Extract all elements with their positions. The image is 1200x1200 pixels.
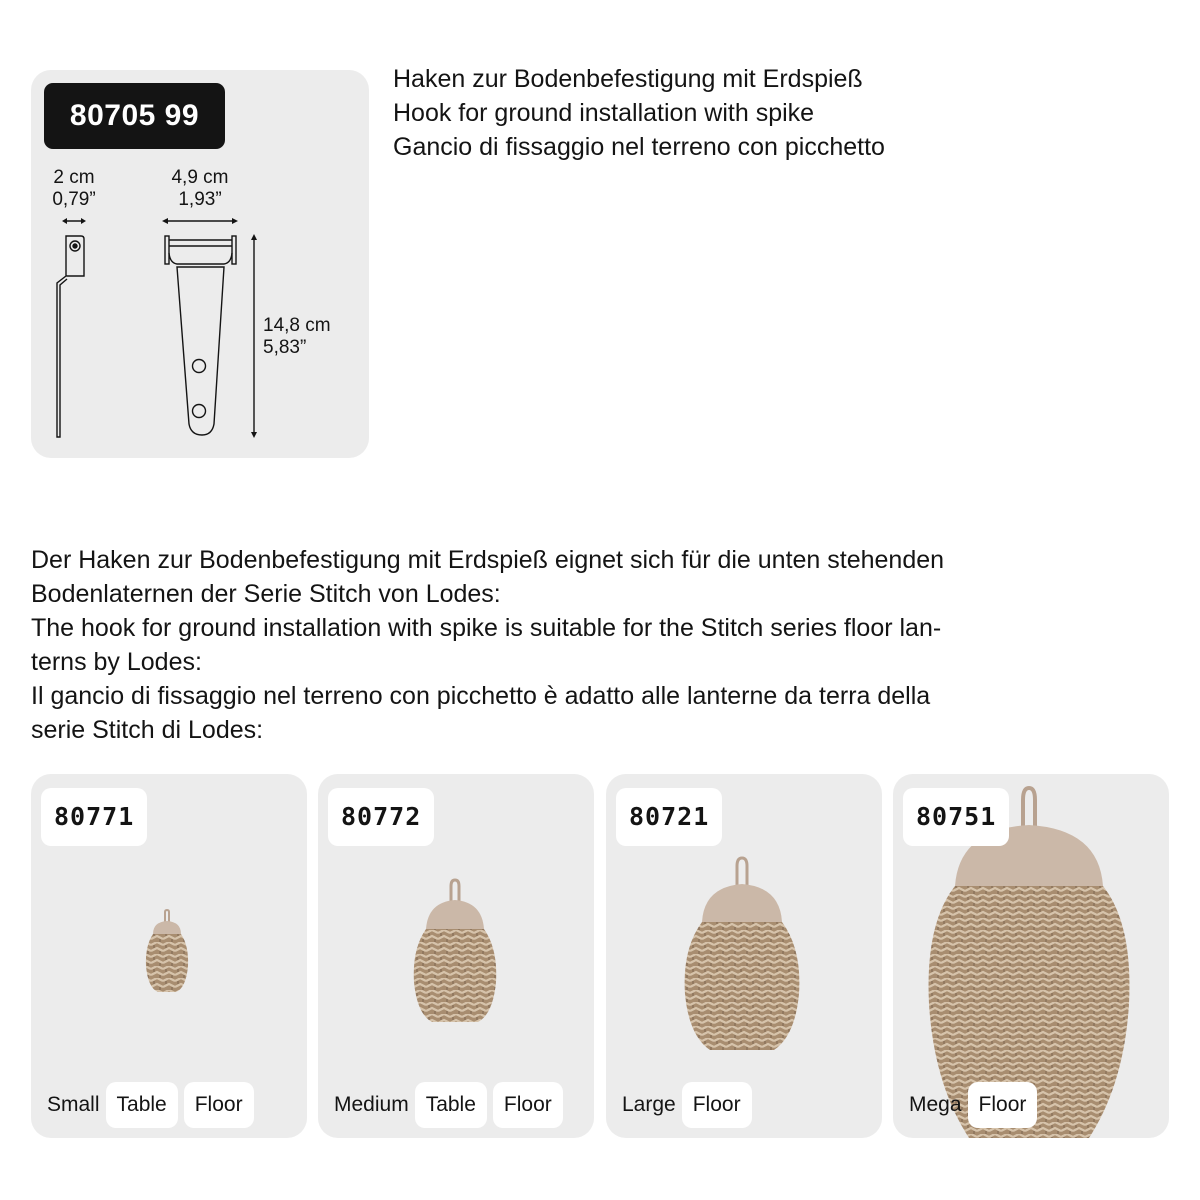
product-code: 80771 <box>41 788 147 846</box>
type-chip-floor[interactable]: Floor <box>184 1082 254 1128</box>
hook-side-view <box>57 236 84 437</box>
width-cm: 4,9 cm <box>171 167 229 188</box>
height-arrow <box>251 234 257 438</box>
width-arrow <box>162 218 238 224</box>
hook-front-view <box>165 236 236 435</box>
product-title <box>393 62 885 164</box>
thickness-cm: 2 cm <box>53 167 95 188</box>
description-line: Bodenlaternen der Serie Stitch von Lodes: <box>31 580 501 608</box>
product-card-small[interactable] <box>31 774 307 1138</box>
thickness-arrow <box>62 218 86 224</box>
size-options <box>909 1082 1043 1128</box>
width-inch: 1,93” <box>178 189 222 210</box>
product-card-large[interactable] <box>606 774 882 1138</box>
height-cm: 14,8 cm <box>263 315 331 336</box>
product-code: 80721 <box>616 788 722 846</box>
title-italian: Gancio di fissaggio nel terreno con picchetto <box>393 133 885 161</box>
product-card-medium[interactable] <box>318 774 594 1138</box>
description-line: Der Haken zur Bodenbefestigung mit Erdspieß eignet sich für die unten stehenden <box>31 546 945 574</box>
type-chip-floor[interactable]: Floor <box>682 1082 752 1128</box>
size-label: Small <box>47 1093 100 1116</box>
type-chip-table[interactable]: Table <box>106 1082 178 1128</box>
size-label: Medium <box>334 1093 409 1116</box>
product-card-mega[interactable] <box>893 774 1169 1138</box>
product-code: 80751 <box>903 788 1009 846</box>
size-options <box>622 1082 758 1128</box>
description-line: serie Stitch di Lodes: <box>31 716 264 744</box>
type-chip-table[interactable]: Table <box>415 1082 487 1128</box>
article-number-badge: 80705 99 <box>44 83 225 149</box>
compatibility-description <box>31 543 1171 747</box>
type-chip-floor[interactable]: Floor <box>968 1082 1038 1128</box>
height-inch: 5,83” <box>263 337 307 358</box>
type-chip-floor[interactable]: Floor <box>493 1082 563 1128</box>
description-line: Il gancio di fissaggio nel terreno con picchetto è adatto alle lanterne da terra della <box>31 682 931 710</box>
title-english: Hook for ground installation with spike <box>393 99 815 127</box>
description-line: The hook for ground installation with spike is suitable for the Stitch series floor lan- <box>31 614 942 642</box>
size-label: Large <box>622 1093 676 1116</box>
hook-technical-drawing <box>31 70 369 458</box>
size-options <box>334 1082 569 1128</box>
size-label: Mega <box>909 1093 962 1116</box>
thickness-inch: 0,79” <box>52 189 96 210</box>
hook-drawing-card <box>31 70 369 458</box>
description-line: terns by Lodes: <box>31 648 202 676</box>
size-options <box>47 1082 260 1128</box>
title-german: Haken zur Bodenbefestigung mit Erdspieß <box>393 65 863 93</box>
product-code: 80772 <box>328 788 434 846</box>
